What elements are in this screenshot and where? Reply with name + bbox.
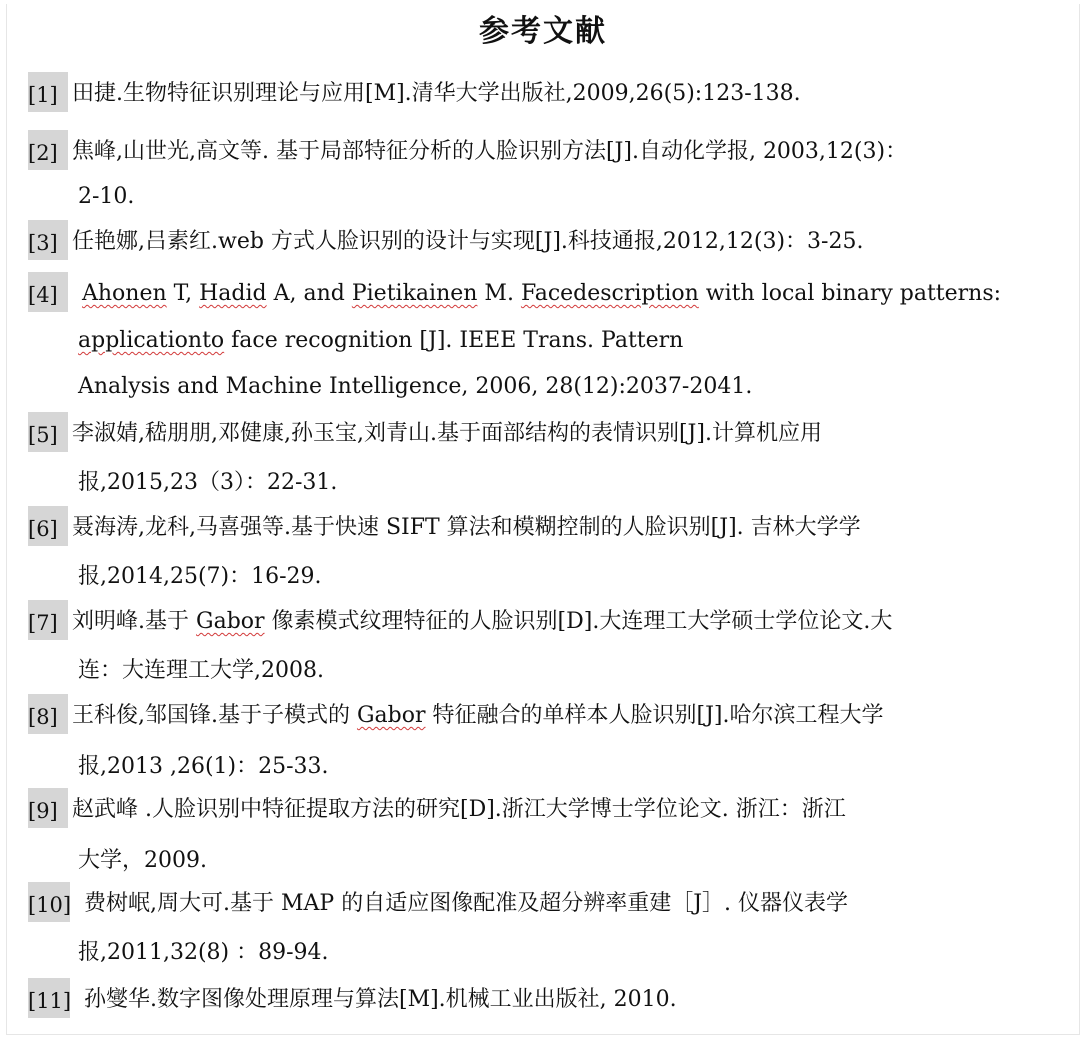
reference-text-continued: 报,2013 ,26(1)：25-33.: [78, 754, 329, 779]
reference-text: 孙燮华.数字图像处理原理与算法[M].机械工业出版社, 2010.: [84, 987, 677, 1012]
reference-number: [10]: [28, 882, 70, 922]
reference-number: [2]: [28, 130, 68, 170]
reference-text-segment: 像素模式纹理特征的人脸识别[D].大连理工大学硕士学位论文.大: [264, 609, 893, 634]
reference-number: [8]: [28, 694, 68, 734]
reference-text: 费树岷,周大可.基于 MAP 的自适应图像配准及超分辨率重建［J］. 仪器仪表学: [84, 891, 848, 916]
reference-text-continued: 2-10.: [78, 184, 135, 209]
reference-text-continued: 报,2014,25(7)：16-29.: [78, 564, 322, 589]
reference-text-segment: 刘明峰.基于: [72, 609, 196, 634]
reference-text-continued: 大学，2009.: [78, 848, 207, 873]
reference-text: 任艳娜,吕素红.web 方式人脸识别的设计与实现[J].科技通报,2012,12(3)：3-25.: [72, 229, 864, 254]
reference-text: 焦峰,山世光,高文等. 基于局部特征分析的人脸识别方法[J].自动化学报, 2003,12(3)：: [72, 139, 908, 164]
reference-text-continued: 报,2011,32(8) ：89-94.: [78, 940, 329, 965]
reference-text-continued: 报,2015,23（3）：22-31.: [78, 470, 338, 495]
reference-text-segment: 特征融合的单样本人脸识别[J].哈尔滨工程大学: [425, 703, 884, 728]
reference-text-segment: A, and: [266, 281, 352, 306]
reference-text-segment: T,: [166, 281, 200, 306]
spellcheck-word: Facedescription: [520, 281, 699, 306]
reference-text: [72, 607, 892, 637]
reference-number: [11]: [28, 978, 70, 1018]
reference-text-segment: M.: [477, 281, 521, 306]
reference-number: [4]: [28, 272, 68, 312]
reference-number: [9]: [28, 788, 68, 828]
reference-text-segment: with local binary patterns:: [698, 281, 1002, 306]
reference-text-continued: Analysis and Machine Intelligence, 2006, 28(12):2037-2041.: [78, 374, 753, 399]
reference-text: 聂海涛,龙科,马喜强等.基于快速 SIFT 算法和模糊控制的人脸识别[J]. 吉林大学学: [72, 515, 861, 540]
spellcheck-word: Ahonen: [82, 281, 167, 306]
spellcheck-word: Gabor: [356, 703, 426, 728]
reference-text: 赵武峰 .人脸识别中特征提取方法的研究[D].浙江大学博士学位论文. 浙江：浙江: [72, 797, 846, 822]
spellcheck-word: applicationto: [78, 328, 225, 353]
reference-text-segment: face recognition [J]. IEEE Trans. Pattern: [224, 328, 684, 353]
reference-text: 田捷.生物特征识别理论与应用[M].清华大学出版社,2009,26(5):123-138.: [72, 81, 801, 106]
reference-text-continued: 连：大连理工大学,2008.: [78, 658, 324, 683]
spellcheck-word: Pietikainen: [351, 281, 478, 306]
reference-number: [1]: [28, 72, 68, 112]
spellcheck-word: Hadid: [199, 281, 267, 306]
spellcheck-word: Gabor: [196, 609, 265, 634]
reference-number: [5]: [28, 412, 68, 452]
reference-number: [7]: [28, 600, 68, 640]
reference-text: [72, 701, 884, 731]
reference-text: [82, 279, 1001, 309]
reference-number: [6]: [28, 506, 68, 546]
page-title: 参考文献: [479, 14, 607, 49]
reference-text-segment: 王科俊,邹国锋.基于子模式的: [72, 703, 357, 728]
reference-text-continued: [78, 326, 683, 356]
reference-number: [3]: [28, 220, 68, 260]
reference-text: 李淑婧,嵇朋朋,邓健康,孙玉宝,刘青山.基于面部结构的表情识别[J].计算机应用: [72, 421, 822, 446]
